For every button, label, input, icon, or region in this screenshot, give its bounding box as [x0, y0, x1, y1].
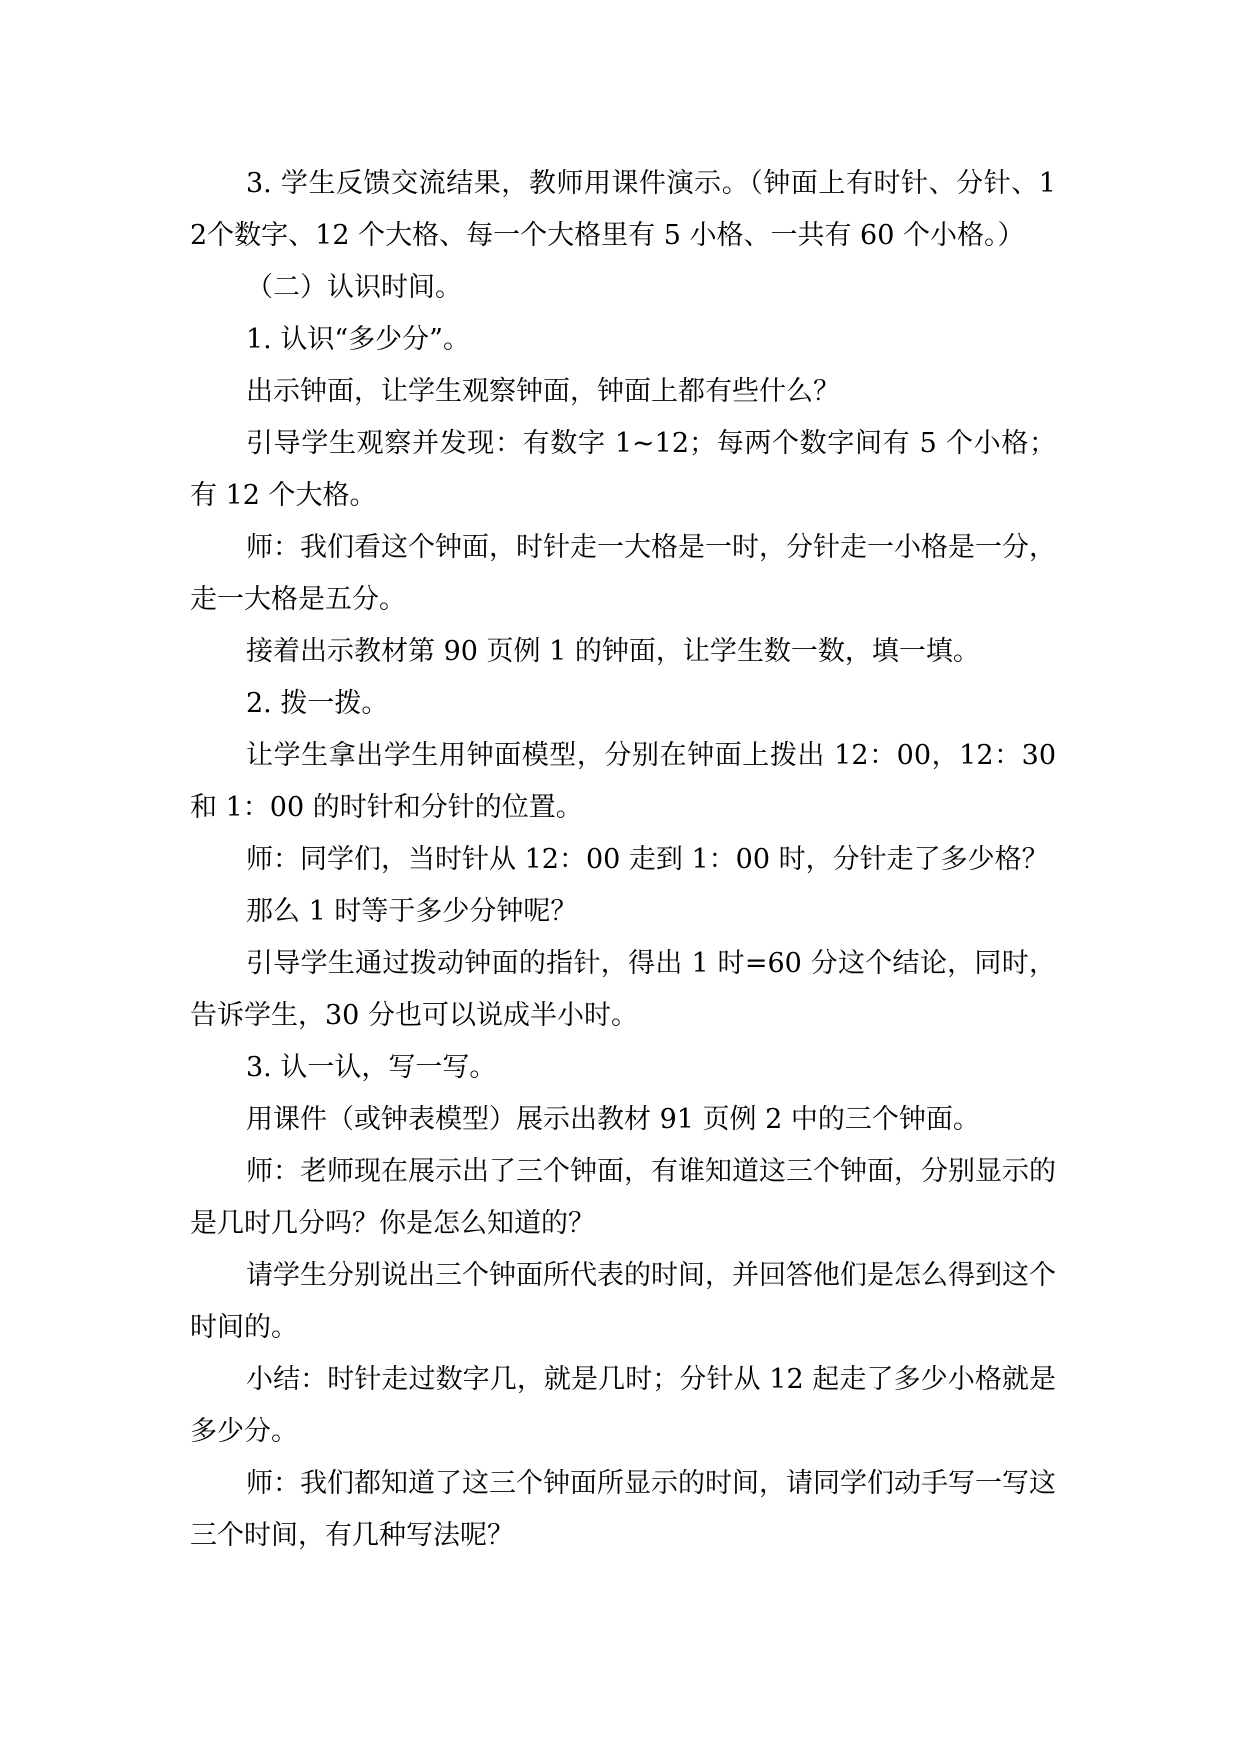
section-heading-know-time: （二）认识时间。 — [246, 272, 462, 303]
paragraph-feedback: 3. 学生反馈交流结果，教师用课件演示。（钟面上有时针、分针、12个数字、12 个大格、每一个大格里有 5 小格、一共有 60 个小格。） — [190, 168, 1056, 251]
subheading-turn-hands: 2. 拨一拨。 — [246, 688, 389, 719]
paragraph-conclusion-60: 引导学生通过拨动钟面的指针，得出 1 时=60 分这个结论，同时，告诉学生，30 分也可以说成半小时。 — [190, 948, 1056, 1031]
paragraph-guide-observe: 引导学生观察并发现：有数字 1~12；每两个数字间有 5 个小格；有 12 个大格。 — [190, 428, 1056, 511]
paragraph-write-times: 师：我们都知道了这三个钟面所显示的时间，请同学们动手写一写这三个时间，有几种写法呢？ — [190, 1468, 1056, 1551]
paragraph-show-clock: 出示钟面，让学生观察钟面，钟面上都有些什么？ — [246, 376, 840, 407]
subheading-read-write: 3. 认一认，写一写。 — [246, 1052, 497, 1083]
paragraph-clock-model: 让学生拿出学生用钟面模型，分别在钟面上拨出 12：00，12：30 和 1：00 的时针和分针的位置。 — [190, 740, 1056, 823]
paragraph-summary: 小结：时针走过数字几，就是几时；分针从 12 起走了多少小格就是多少分。 — [190, 1364, 1056, 1447]
paragraph-teacher-question: 师：同学们，当时针从 12：00 走到 1：00 时，分针走了多少格？ — [246, 844, 1049, 875]
paragraph-hour-minutes: 那么 1 时等于多少分钟呢？ — [246, 896, 578, 927]
paragraph-textbook-example1: 接着出示教材第 90 页例 1 的钟面，让学生数一数，填一填。 — [246, 636, 980, 667]
paragraph-courseware: 用课件（或钟表模型）展示出教材 91 页例 2 中的三个钟面。 — [246, 1104, 980, 1135]
paragraph-teacher-three-clocks: 师：老师现在展示出了三个钟面，有谁知道这三个钟面，分别显示的是几时几分吗？你是怎么知道的？ — [190, 1156, 1056, 1239]
document-page — [190, 158, 1056, 1562]
subheading-minutes: 1. 认识“多少分”。 — [246, 324, 470, 355]
paragraph-students-tell: 请学生分别说出三个钟面所代表的时间，并回答他们是怎么得到这个时间的。 — [190, 1260, 1056, 1343]
paragraph-teacher-clock: 师：我们看这个钟面，时针走一大格是一时，分针走一小格是一分，走一大格是五分。 — [190, 532, 1056, 615]
